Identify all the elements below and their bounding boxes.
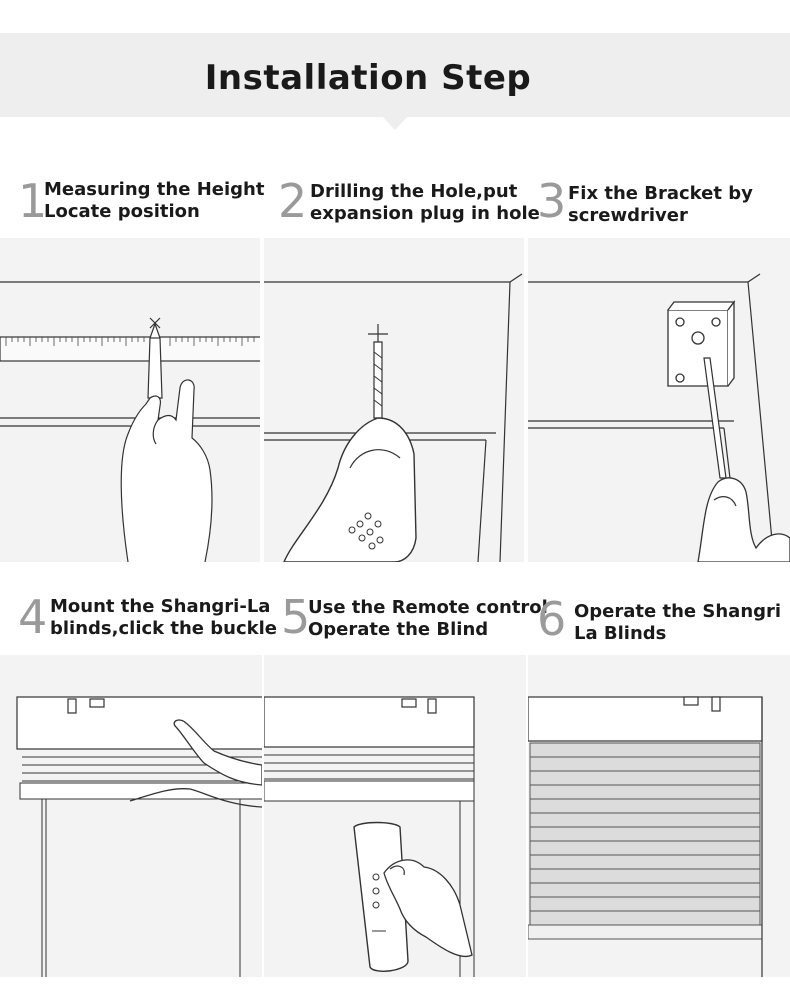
step-6-illustration <box>528 655 790 977</box>
step-2-text <box>310 181 540 225</box>
step-2-line1: Drilling the Hole,put <box>310 181 518 202</box>
bracket-icon <box>668 302 734 386</box>
step-2-line2: expansion plug in hole <box>310 203 540 224</box>
hand-icon <box>121 380 212 562</box>
pleated-fabric <box>528 743 762 939</box>
step-1-text <box>44 179 264 223</box>
bottom-rail <box>20 783 262 799</box>
step-3-line2: screwdriver <box>568 205 688 226</box>
step-4-illustration <box>0 655 262 977</box>
step-5-number: 5 <box>281 590 311 644</box>
step-3-line1: Fix the Bracket by <box>568 183 753 204</box>
headrail <box>17 697 262 749</box>
step-6-number: 6 <box>537 592 567 646</box>
page-title: Installation Step <box>204 58 532 98</box>
step-5-illustration <box>264 655 526 977</box>
bottom-rail <box>528 925 762 939</box>
bottom-rail <box>264 781 474 801</box>
step-6-line1: Operate the Shangri <box>574 601 782 622</box>
step-5-line1: Use the Remote control <box>308 597 548 618</box>
pencil-icon <box>148 318 162 398</box>
headrail <box>528 697 762 741</box>
step-2-illustration <box>264 238 524 562</box>
step-2-number: 2 <box>278 174 308 228</box>
step-3-illustration <box>528 238 790 562</box>
step-1-number: 1 <box>18 174 48 228</box>
step-3-number: 3 <box>537 174 567 228</box>
step-6-text <box>574 601 781 645</box>
step-3-text <box>568 183 753 227</box>
step-4-number: 4 <box>18 590 48 644</box>
banner-notch <box>383 117 407 130</box>
step-1-line1: Measuring the Height <box>44 179 265 200</box>
step-5-line2: Operate the Blind <box>308 619 489 640</box>
step-4-line1: Mount the Shangri-La <box>50 596 271 617</box>
step-4-line2: blinds,click the buckle <box>50 618 278 639</box>
step-6-line2: La Blinds <box>574 623 667 644</box>
step-1-line2: Locate position <box>44 201 200 222</box>
headrail <box>264 697 474 747</box>
step-5-text <box>308 597 548 641</box>
step-1-illustration <box>0 238 260 562</box>
step-4-text <box>50 596 277 640</box>
hand-icon <box>698 478 790 562</box>
ruler <box>0 337 260 361</box>
crosshair-icon <box>368 324 388 344</box>
